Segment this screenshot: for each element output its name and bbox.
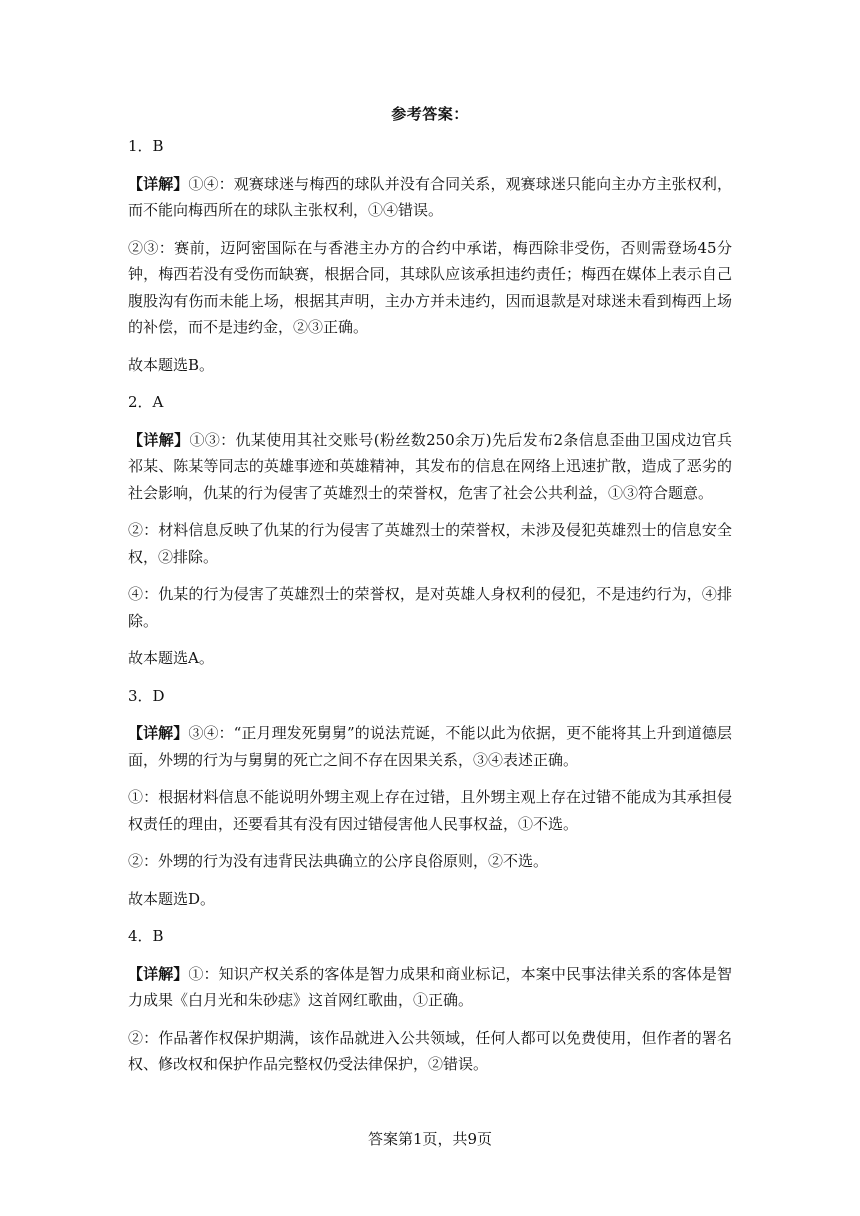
- answer-3-detail-1: [128, 720, 732, 773]
- answer-1-detail-1: [128, 171, 732, 224]
- detail-text: ①④：观赛球迷与梅西的球队并没有合同关系，观赛球迷只能向主办方主张权利，而不能向梅西所在的球队主张权利，①④错误。: [128, 174, 732, 219]
- answer-3-detail-3: ②：外甥的行为没有违背民法典确立的公序良俗原则，②不选。: [128, 852, 549, 870]
- answer-2-detail-3: ④：仇某的行为侵害了英雄烈士的荣誉权，是对英雄人身权利的侵犯，不是违约行为，④排除。: [128, 585, 732, 630]
- answer-2-conclusion: 故本题选A。: [128, 649, 214, 667]
- detail-text: ③④：“正月理发死舅舅”的说法荒诞，不能以此为依据，更不能将其上升到道德层面，外甥的行为与舅舅的死亡之间不存在因果关系，③④表述正确。: [128, 724, 732, 769]
- answer-number-4: 4．B: [128, 927, 164, 945]
- answer-4-detail-2: ②：作品著作权保护期满，该作品就进入公共领域，任何人都可以免费使用，但作者的署名权、修改权和保护作品完整权仍受法律保护，②错误。: [128, 1028, 732, 1073]
- detail-text: ①③：仇某使用其社交账号(粉丝数250余万)先后发布2条信息歪曲卫国戍边官兵祁某、陈某等同志的英雄事迹和英雄精神，其发布的信息在网络上迅速扩散，造成了恶劣的社会影响，仇某的行为侵害了英雄烈士的荣誉权，危害了社会公共利益，①③符合题意。: [128, 430, 732, 502]
- answer-content: [128, 133, 732, 1089]
- detail-tag: 【详解】: [128, 174, 189, 193]
- detail-text: ①：知识产权关系的客体是智力成果和商业标记，本案中民事法律关系的客体是智力成果《白月光和朱砂痣》这首网红歌曲，①正确。: [128, 964, 732, 1009]
- answer-4-detail-1: [128, 961, 732, 1014]
- answer-number-3: 3．D: [128, 686, 165, 705]
- answer-number-1: 1．B: [128, 137, 164, 155]
- answer-2-detail-1: [128, 427, 732, 507]
- answer-3-detail-2: ①：根据材料信息不能说明外甥主观上存在过错，且外甥主观上存在过错不能成为其承担侵权责任的理由，还要看其有没有因过错侵害他人民事权益，①不选。: [128, 788, 732, 833]
- answer-number-2: 2．A: [128, 393, 164, 411]
- answer-1-conclusion: 故本题选B。: [128, 355, 215, 374]
- detail-tag: 【详解】: [128, 430, 190, 449]
- page-footer: 答案第1页，共9页: [367, 1130, 493, 1148]
- answer-2-detail-2: ②：材料信息反映了仇某的行为侵害了英雄烈士的荣誉权，未涉及侵犯英雄烈士的信息安全权，②排除。: [128, 521, 732, 566]
- detail-tag: 【详解】: [128, 964, 189, 983]
- detail-tag: 【详解】: [128, 724, 189, 742]
- page-title: 参考答案：: [391, 105, 469, 123]
- answer-1-detail-2: ②③：赛前，迈阿密国际在与香港主办方的合约中承诺，梅西除非受伤，否则需登场45分钟，梅西若没有受伤而缺赛，根据合同，其球队应该承担违约责任；梅西在媒体上表示自己腹股沟有伤而未能上场，根据其声明，主办方并未违约，因而退款是对球迷未看到梅西上场的补偿，而不是违约金，②③正确。: [128, 238, 732, 336]
- answer-3-conclusion: 故本题选D。: [128, 889, 216, 908]
